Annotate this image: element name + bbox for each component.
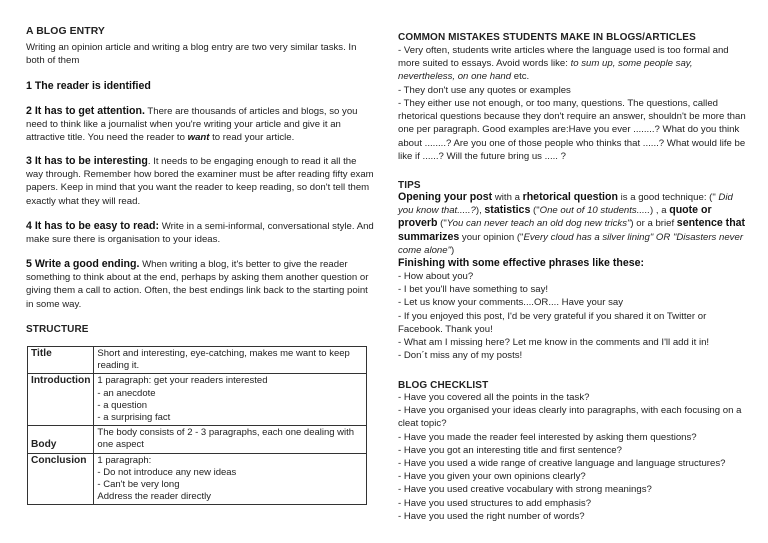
- point-2: [26, 105, 374, 145]
- cell-line: - a question: [97, 399, 148, 411]
- tip-text: your opinion (": [459, 231, 524, 243]
- tip-text: ),: [475, 205, 485, 217]
- table-label: Body: [28, 426, 94, 453]
- point-4-text: Write in a semi-informal, conversational style. And make sure there is organisation to your ideas.: [26, 221, 374, 246]
- blog-entry-heading: A BLOG ENTRY: [26, 26, 105, 37]
- list-item: - Have you got an interesting title and first sentence?: [398, 444, 622, 456]
- cell-line: Short and interesting, eye-catching, makes me want to keep reading it.: [97, 348, 350, 372]
- tips-paragraph: [398, 191, 748, 257]
- tip-text: (": [437, 218, 447, 230]
- tip-summary: sentence that summarizes: [398, 217, 746, 243]
- point-4-title: 4 It has to be easy to read:: [26, 220, 160, 232]
- mistake-1-end: etc.: [511, 71, 530, 83]
- structure-heading: STRUCTURE: [26, 324, 89, 335]
- cell-line: - Do not introduce any new ideas: [97, 466, 237, 478]
- list-item: - I bet you'll have something to say!: [398, 284, 549, 296]
- point-2-emphasis: want: [187, 132, 210, 144]
- tip-rhetorical: rhetorical question: [522, 191, 618, 203]
- list-item: - Have you used a wide range of creative language and language structures?: [398, 458, 726, 470]
- list-item: - Don´t miss any of my posts!: [398, 350, 523, 362]
- tip-quote: quote or proverb: [398, 204, 712, 230]
- checklist: [398, 391, 748, 523]
- cell-line: The body consists of 2 - 3 paragraphs, each one dealing with one aspect: [97, 427, 355, 451]
- cell-line: - an anecdote: [97, 387, 156, 399]
- tip-example: Every cloud has a silver lining" OR "Disasters never come alone": [398, 231, 744, 256]
- list-item: - Let us know your comments....OR.... Have your say: [398, 297, 623, 309]
- list-item: - Have you used structures to add emphasis?: [398, 497, 592, 509]
- phrases-heading: Finishing with some effective phrases like these:: [398, 257, 645, 269]
- tip-example: Did you know that.....?: [398, 192, 733, 217]
- cell-line: Address the reader directly: [97, 491, 211, 503]
- list-item: - Have you used the right number of words?: [398, 510, 585, 522]
- mistake-2: - They don't use any quotes or examples: [398, 85, 571, 96]
- table-label: Introduction: [28, 374, 94, 426]
- mistake-1-examples: to sum up, some people say, nevertheless, on one hand: [398, 58, 693, 83]
- table-label: Conclusion: [28, 453, 94, 505]
- cell-line: 1 paragraph:: [97, 454, 152, 466]
- table-cell: [94, 347, 367, 374]
- tip-text: is a good technique: (": [617, 192, 719, 203]
- point-3-title: 3 It has to be interesting: [26, 155, 148, 167]
- list-item: - Have you given your own opinions clearly?: [398, 471, 586, 483]
- tip-text: with a: [492, 192, 523, 203]
- point-5-title: 5 Write a good ending.: [26, 258, 140, 270]
- point-3-text: . It needs to be engaging enough to read it all the way through. Remember how bored the examiner must be after reading fifty exam papers. Keep in mind that you want the reader to keep reading, so don't tell them exactly what they will read.: [26, 156, 374, 207]
- point-5: [26, 258, 374, 311]
- list-item: - Have you covered all the points in the task?: [398, 392, 590, 403]
- point-5-text: When writing a blog, it's better to give the reader something to think about at the end, perhaps by asking them another question or giving them a call to action. Often, the best endings link back to the starting point in some way.: [26, 259, 369, 310]
- cell-line: - Can't be very long: [97, 479, 180, 491]
- list-item: - Have you made the reader feel interested by asking them questions?: [398, 431, 697, 443]
- mistake-3: - They either use not enough, or too many, questions. The questions, called rhetorical questions because they don't require an answer, shouldn't be more than one per paragraph. Good examples are:Have you ever ........? What do you think about ........? Are you one of those people who thinks that ......? What would life be like if ......? Will the future bring us ..... ?: [398, 98, 746, 162]
- point-2-text: There are thousands of articles and blogs, so you need to think like a journalist when you're writing your article and give it an attractive title. You need the reader to: [26, 106, 358, 144]
- phrases-list: [398, 270, 748, 362]
- list-item: - Have you used creative vocabulary with strong meanings?: [398, 484, 652, 496]
- point-2-title: 2 It has to get attention.: [26, 105, 145, 117]
- tip-text: ) , a: [650, 205, 670, 217]
- tip-text: ): [451, 244, 455, 256]
- tip-text: ) or a brief: [630, 218, 677, 230]
- tip-opening: Opening your post: [398, 191, 493, 203]
- table-row: [28, 453, 367, 505]
- cell-line: 1 paragraph: get your readers interested: [97, 375, 268, 387]
- tip-example: You can never teach an old dog new tricks": [446, 218, 631, 230]
- mistake-1: [398, 44, 748, 84]
- point-3: [26, 155, 374, 208]
- structure-table: [27, 346, 367, 505]
- tip-statistics: statistics: [484, 204, 531, 217]
- checklist-heading: BLOG CHECKLIST: [398, 380, 489, 391]
- table-row: [28, 347, 367, 374]
- mistakes-heading: COMMON MISTAKES STUDENTS MAKE IN BLOGS/ARTICLES: [398, 32, 696, 43]
- table-cell: [94, 426, 367, 453]
- point-2-text-after: to read your article.: [209, 132, 295, 144]
- table-cell: [94, 453, 367, 505]
- mistake-1-text: - Very often, students write articles where the language used is too formal and more suited to essays. Avoid words like:: [398, 45, 729, 70]
- intro-text: Writing an opinion article and writing a blog entry are two very similar tasks. In both of them: [26, 42, 357, 67]
- cell-line: - a surprising fact: [97, 412, 171, 424]
- point-1-title: 1 The reader is identified: [26, 80, 151, 92]
- table-row: [28, 374, 367, 426]
- tip-example: One out of 10 students.....: [539, 205, 651, 217]
- tips-heading: TIPS: [398, 180, 421, 191]
- point-4: [26, 220, 374, 246]
- table-cell: [94, 374, 367, 426]
- list-item: - Have you organised your ideas clearly into paragraphs, with each focusing on a cleat topic?: [398, 405, 742, 430]
- table-row: [28, 426, 367, 453]
- list-item: - What am I missing here? Let me know in the comments and I'll add it in!: [398, 337, 710, 349]
- tip-text: (": [530, 205, 540, 217]
- list-item: - How about you?: [398, 271, 474, 282]
- table-label: Title: [28, 347, 94, 374]
- list-item: - If you enjoyed this post, I'd be very grateful if you shared it on Twitter or Facebook. Thank you!: [398, 310, 707, 335]
